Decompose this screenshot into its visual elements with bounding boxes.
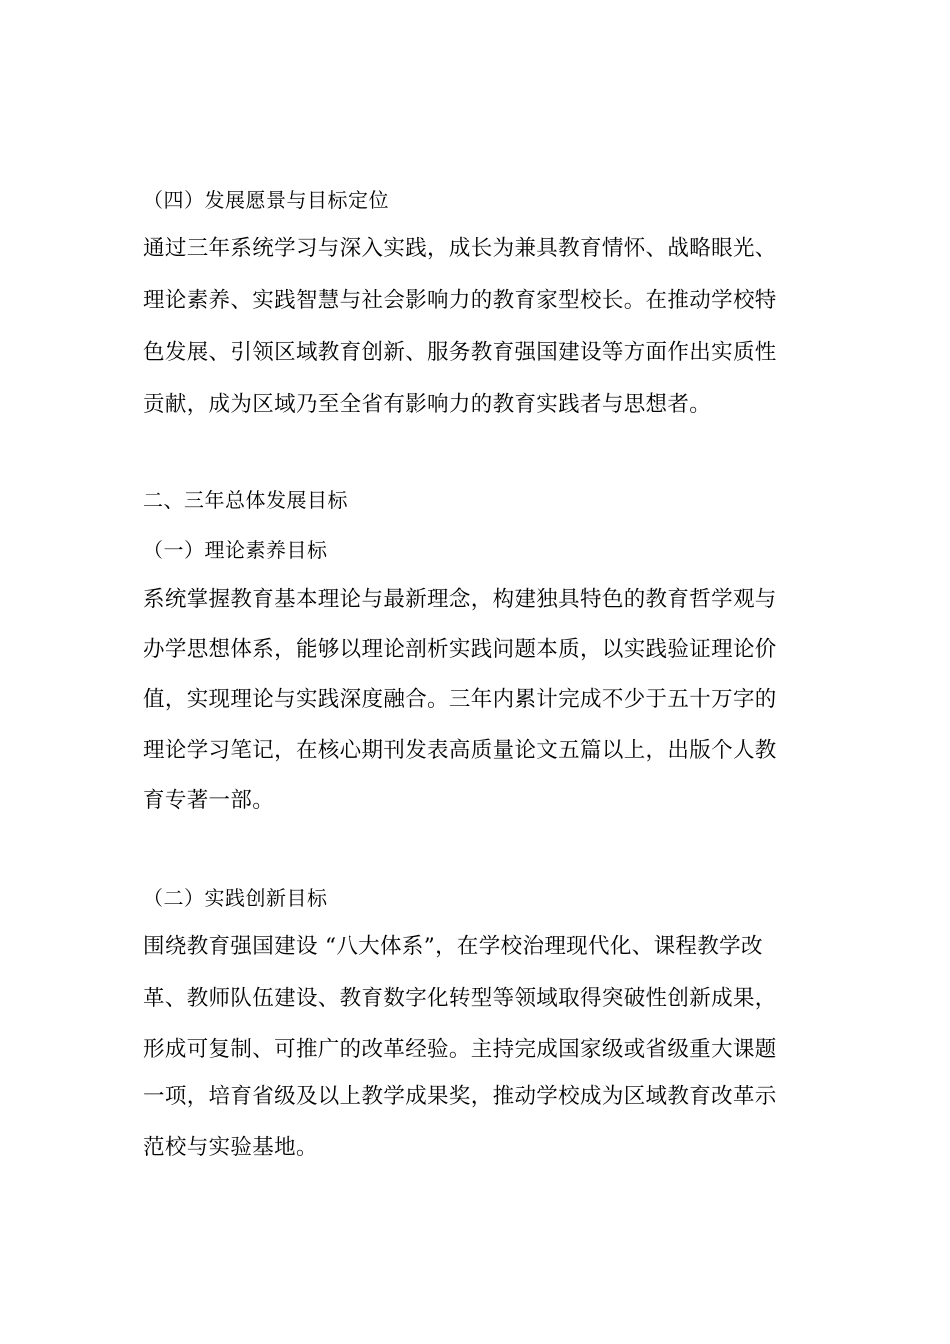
paragraph-line: 办学思想体系，能够以理论剖析实践问题本质，以实践验证理论价: [143, 637, 777, 662]
paragraph-line: 一项，培育省级及以上教学成果奖，推动学校成为区域教育改革示: [143, 1084, 777, 1109]
paragraph-line: 通过三年系统学习与深入实践，成长为兼具教育情怀、战略眼光、: [143, 236, 777, 261]
section-heading-theory: （一）理论素养目标: [143, 538, 328, 562]
paragraph-line: 理论学习笔记，在核心期刊发表高质量论文五篇以上，出版个人教: [143, 738, 777, 763]
paragraph-line: 围绕教育强国建设 “八大体系”，在学校治理现代化、课程教学改: [143, 934, 763, 959]
section-heading-practice: （二）实践创新目标: [143, 886, 328, 910]
paragraph-line: 育专著一部。: [143, 788, 275, 813]
paragraph-line: 色发展、引领区域教育创新、服务教育强国建设等方面作出实质性: [143, 340, 777, 365]
section-heading-vision: （四）发展愿景与目标定位: [143, 188, 389, 212]
paragraph-line: 贡献，成为区域乃至全省有影响力的教育实践者与思想者。: [143, 392, 712, 417]
paragraph-line: 值，实现理论与实践深度融合。三年内累计完成不少于五十万字的: [143, 687, 777, 712]
paragraph-line: 革、教师队伍建设、教育数字化转型等领域取得突破性创新成果，: [143, 986, 777, 1011]
part-heading-overall-goals: 二、三年总体发展目标: [143, 488, 348, 512]
paragraph-line: 形成可复制、可推广的改革经验。主持完成国家级或省级重大课题: [143, 1037, 777, 1062]
paragraph-line: 理论素养、实践智慧与社会影响力的教育家型校长。在推动学校特: [143, 288, 777, 313]
paragraph-line: 系统掌握教育基本理论与最新理念，构建独具特色的教育哲学观与: [143, 587, 777, 612]
paragraph-line: 范校与实验基地。: [143, 1135, 318, 1160]
